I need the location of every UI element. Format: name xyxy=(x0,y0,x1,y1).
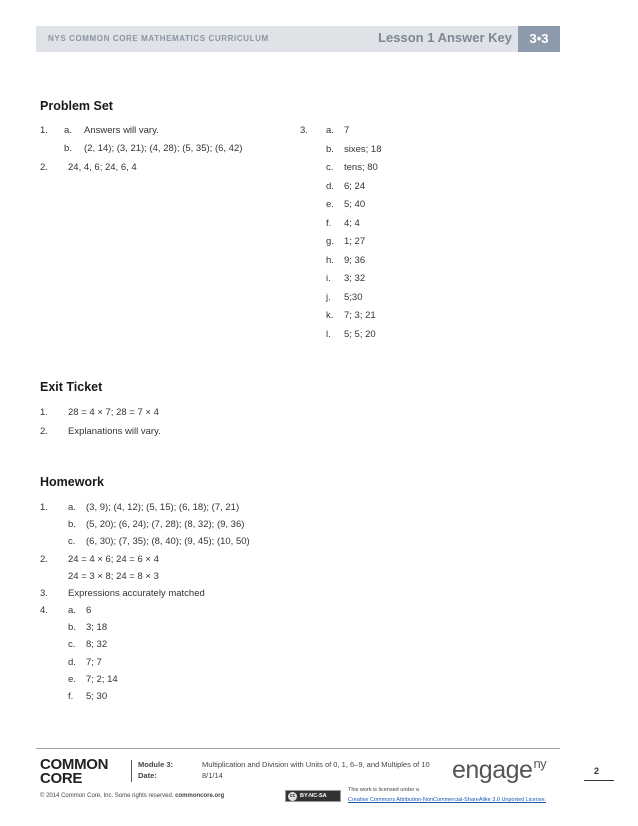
cc-license-badge[interactable] xyxy=(285,790,341,802)
exit-ticket-title: Exit Ticket xyxy=(40,380,103,394)
hw-q1-item-answer: (3, 9); (4, 12); (5, 15); (6, 18); (7, 21) xyxy=(86,502,240,513)
ps-q3-item-letter: e. xyxy=(326,199,334,210)
ps-q1b-letter: b. xyxy=(64,143,72,154)
hw-q2-line1: 24 = 4 × 6; 24 = 6 × 4 xyxy=(68,554,159,565)
hw-q4-item-letter: a. xyxy=(68,605,76,616)
ps-q3-item-letter: l. xyxy=(326,328,331,340)
et-q1-number: 1. xyxy=(40,407,48,418)
ps-q3-item-answer: tens; 80 xyxy=(344,162,378,173)
ps-q2-number: 2. xyxy=(40,162,48,173)
engage-sup: ny xyxy=(533,756,547,771)
et-q1-answer: 28 = 4 × 7; 28 = 7 × 4 xyxy=(68,407,159,418)
hw-q4-item-answer: 8; 32 xyxy=(86,639,108,651)
page-number: 2 xyxy=(594,766,600,776)
hw-q4-item-answer: 5; 30 xyxy=(86,691,108,702)
ps-q3-item-answer: sixes; 18 xyxy=(344,143,382,155)
hw-q1-item-answer: (5, 20); (6, 24); (7, 28); (8, 32); (9, 36) xyxy=(86,519,245,530)
license-text: This work is licensed under a xyxy=(348,787,419,793)
cc-icon: cc xyxy=(289,793,296,799)
ps-q3-item-answer: 5;30 xyxy=(344,291,363,303)
ps-q3-item-letter: a. xyxy=(326,125,334,136)
ps-q3-item-answer: 9; 36 xyxy=(344,254,366,266)
copyright xyxy=(40,793,224,799)
ps-q3-item-letter: d. xyxy=(326,180,334,192)
ps-q3-item-letter: h. xyxy=(326,254,334,266)
ps-q3-item-letter: f. xyxy=(326,217,332,229)
problem-set-title: Problem Set xyxy=(40,99,113,113)
ps-q3-item-answer: 3; 32 xyxy=(344,273,366,284)
copyright-prefix: © 2014 Common Core, Inc. Some rights reserved. xyxy=(40,793,174,799)
ps-q3-item-letter: g. xyxy=(326,236,334,247)
hw-q4-item-letter: d. xyxy=(68,656,76,668)
ps-q1b-answer: (2, 14); (3, 21); (4, 28); (5, 35); (6, 42) xyxy=(84,143,243,154)
ps-q3-item-answer: 7; 3; 21 xyxy=(344,310,376,321)
homework-title: Homework xyxy=(40,475,104,489)
hw-q4-item-letter: e. xyxy=(68,673,76,685)
hw-q1-item-answer: (6, 30); (7, 35); (8, 40); (9, 45); (10, 50) xyxy=(86,536,250,547)
lesson-title: Lesson 1 Answer Key xyxy=(378,30,512,45)
hw-q4-number: 4. xyxy=(40,605,48,616)
page-number-rule xyxy=(584,780,614,781)
common-core-logo xyxy=(40,758,108,786)
ps-q3-item-letter: j. xyxy=(326,291,331,303)
footer-divider xyxy=(131,760,132,782)
hw-q4-item-answer: 7; 7 xyxy=(86,656,102,668)
ps-q1a-letter: a. xyxy=(64,125,72,136)
hw-q4-item-letter: c. xyxy=(68,639,76,651)
ps-q3-item-answer: 7 xyxy=(344,125,350,136)
hw-q3-number: 3. xyxy=(40,588,48,599)
grade-module-badge: 3•3 xyxy=(518,26,560,52)
logo-line-2: CORE xyxy=(40,770,83,787)
logo-line-1: COMMON xyxy=(40,756,109,773)
date-label: Date: xyxy=(138,771,157,780)
hw-q1-item-letter: a. xyxy=(68,502,76,513)
ps-q3-number: 3. xyxy=(300,125,308,136)
engageny-logo xyxy=(452,756,546,785)
ps-q3-item-letter: b. xyxy=(326,143,334,155)
ps-q3-item-answer: 5; 40 xyxy=(344,199,366,210)
ps-q1-number: 1. xyxy=(40,125,48,136)
et-q2-answer: Explanations will vary. xyxy=(68,426,161,437)
ps-q3-item-answer: 6; 24 xyxy=(344,180,366,192)
ps-q3-item-answer: 1; 27 xyxy=(344,236,366,247)
ps-q1a-answer: Answers will vary. xyxy=(84,125,159,136)
hw-q1-item-letter: c. xyxy=(68,536,76,547)
hw-q4-item-letter: b. xyxy=(68,622,76,634)
hw-q4-item-answer: 6 xyxy=(86,605,92,616)
ps-q3-item-letter: k. xyxy=(326,310,334,321)
ps-q3-item-letter: i. xyxy=(326,273,331,284)
module-value: Multiplication and Division with Units of 0, 1, 6–9, and Multiples of 10 xyxy=(202,760,430,769)
copyright-site-link[interactable]: commoncore.org xyxy=(175,793,225,799)
hw-q1-number: 1. xyxy=(40,502,48,513)
hw-q4-item-letter: f. xyxy=(68,691,74,702)
hw-q4-item-answer: 3; 18 xyxy=(86,622,108,634)
curriculum-title: NYS COMMON CORE MATHEMATICS CURRICULUM xyxy=(48,34,269,43)
engage-text: engage xyxy=(452,756,533,784)
hw-q1-item-letter: b. xyxy=(68,519,76,530)
module-label: Module 3: xyxy=(138,760,173,769)
footer-rule xyxy=(36,748,560,749)
hw-q2-line2: 24 = 3 × 8; 24 = 8 × 3 xyxy=(68,571,159,582)
ps-q2-answer: 24, 4, 6; 24, 6, 4 xyxy=(68,162,137,173)
ps-q3-item-letter: c. xyxy=(326,162,334,173)
hw-q2-number: 2. xyxy=(40,554,48,565)
hw-q3-answer: Expressions accurately matched xyxy=(68,588,205,599)
et-q2-number: 2. xyxy=(40,426,48,437)
ps-q3-item-answer: 4; 4 xyxy=(344,217,360,229)
hw-q4-item-answer: 7; 2; 14 xyxy=(86,673,118,685)
ps-q3-item-answer: 5; 5; 20 xyxy=(344,328,376,340)
cc-badge-text: BY-NC-SA xyxy=(300,793,327,799)
license-link[interactable]: Creative Commons Attribution-NonCommercial-ShareAlike 3.0 Unported License. xyxy=(348,797,547,803)
date-value: 8/1/14 xyxy=(202,771,223,780)
